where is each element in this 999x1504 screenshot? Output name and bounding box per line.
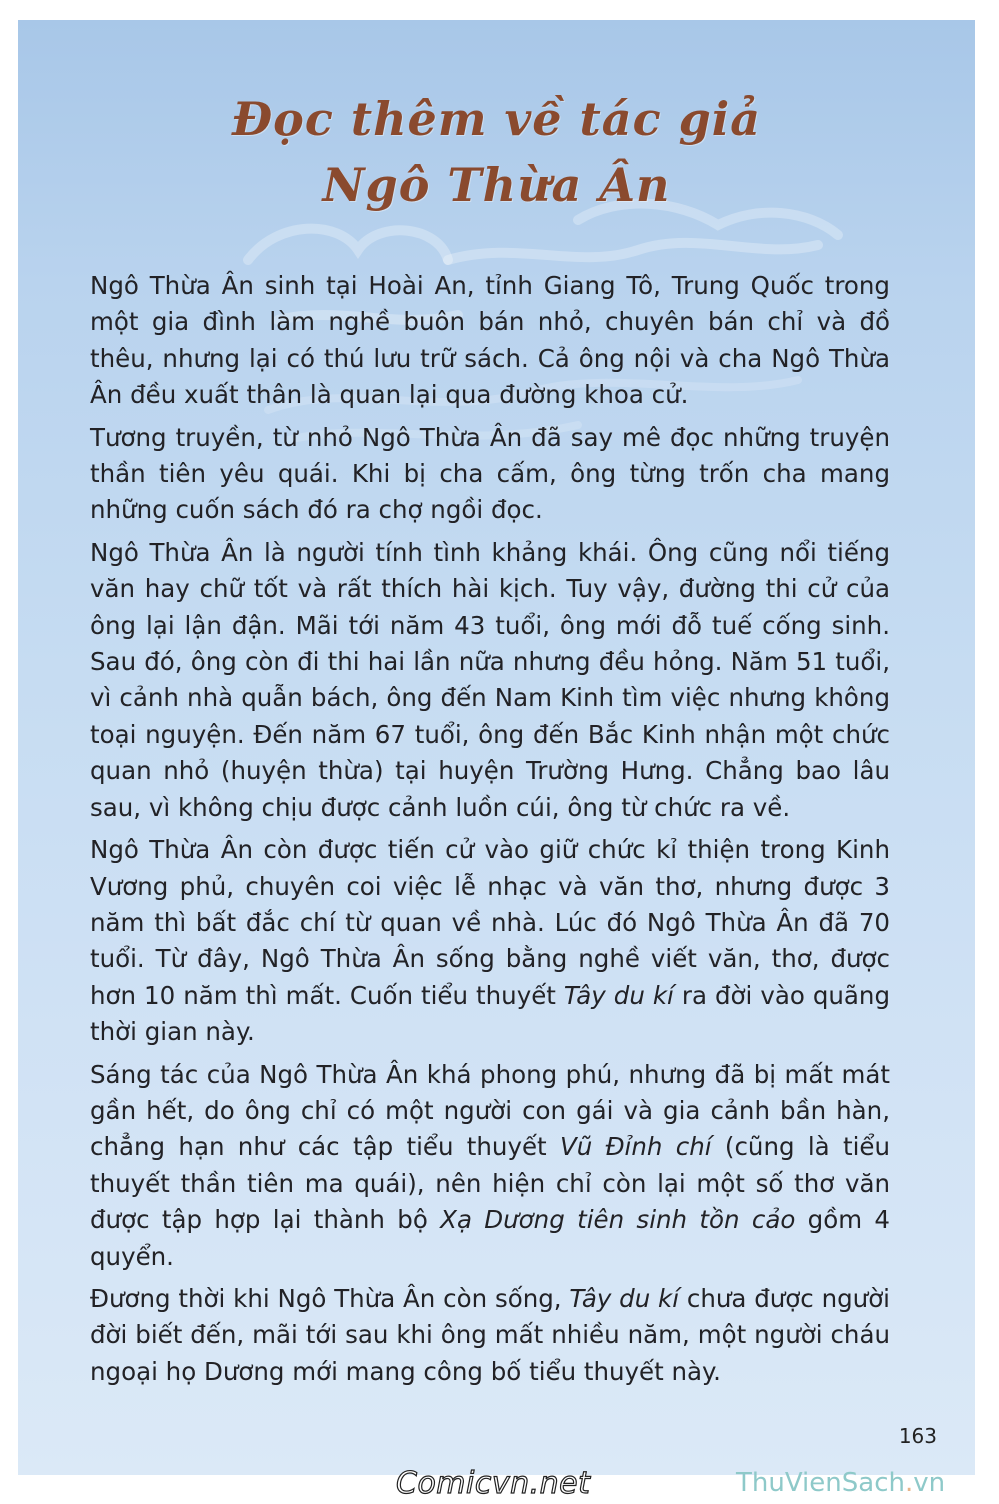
paragraph-6-text-a: Đương thời khi Ngô Thừa Ân còn sống, [90, 1283, 570, 1313]
book-page [18, 20, 975, 1475]
watermark-thuviensach-name: ThuVienSach [736, 1468, 905, 1498]
paragraph-4-book-title: Tây du kí [563, 980, 674, 1010]
watermark-thuviensach-tld: vn [913, 1468, 946, 1498]
watermark-thuviensach [736, 1468, 945, 1498]
paragraph-4-text-a: Ngô Thừa Ân còn được tiến cử vào giữ chức kỉ thiện trong Kinh Vương phủ, chuyên coi việc lễ nhạc và văn thơ, nhưng được 3 năm thì bất đắc chí từ quan về nhà. Lúc đó Ngô Thừa Ân đã 70 tuổi. Từ đây, Ngô Thừa Ân sống bằng nghề viết văn, thơ, được hơn 10 năm thì mất. Cuốn tiểu thuyết [90, 835, 890, 1010]
paragraph-1: Ngô Thừa Ân sinh tại Hoài An, tỉnh Giang Tô, Trung Quốc trong một gia đình làm nghề buôn bán nhỏ, chuyên bán chỉ và đồ thêu, nhưng lại có thú lưu trữ sách. Cả ông nội và cha Ngô Thừa Ân đều xuất thân là quan lại qua đường khoa cử. [90, 271, 890, 410]
paragraph-5 [90, 1057, 890, 1275]
paragraph-5-text-a: Sáng tác của Ngô Thừa Ân khá phong phú, nhưng đã bị mất mát gần hết, do ông chỉ có một người con gái và gia cảnh bần hàn, chẳng hạn như các tập tiểu thuyết [90, 1059, 890, 1162]
page-number: 163 [898, 1424, 937, 1448]
paragraph-5-book-title-1: Vũ Đỉnh chí [559, 1132, 712, 1162]
paragraph-6-book-title: Tây du kí [569, 1283, 680, 1313]
paragraph-5-text-b: (cũng là tiểu thuyết thần tiên ma quái), nên hiện chỉ còn lại một số thơ văn được tập hợp lại thành bộ [90, 1132, 890, 1235]
paragraph-2: Tương truyền, từ nhỏ Ngô Thừa Ân đã say mê đọc những truyện thần tiên yêu quái. Khi bị cha cấm, ông từng trốn cha mang những cuốn sách đó ra chợ ngồi đọc. [90, 422, 890, 525]
paragraph-6 [90, 1281, 890, 1390]
paragraph-4 [90, 832, 890, 1050]
title-line-2: Ngô Thừa Ân [322, 158, 671, 212]
paragraph-6-text-b: chưa được người đời biết đến, mãi tới sau khi ông mất nhiều năm, một người cháu ngoại họ Dương mới mang công bố tiểu thuyết này. [90, 1283, 890, 1386]
paragraph-5-text-c: gồm 4 quyển. [90, 1205, 890, 1271]
watermark-thuviensach-dot: . [904, 1468, 914, 1498]
paragraph-5-book-title-2: Xạ Dương tiên sinh tồn cảo [440, 1205, 796, 1235]
paragraph-3: Ngô Thừa Ân là người tính tình khảng khái. Ông cũng nổi tiếng văn hay chữ tốt và rất thích hài kịch. Tuy vậy, đường thi cử của ông lại lận đận. Mãi tới năm 43 tuổi, ông mới đỗ tuế cống sinh. Sau đó, ông còn đi thi hai lần nữa nhưng đều hỏng. Năm 51 tuổi, vì cảnh nhà quẫn bách, ông đến Nam Kinh tìm việc nhưng không toại nguyện. Đến năm 67 tuổi, ông đến Bắc Kinh nhận một chức quan nhỏ (huyện thừa) tại huyện Trường Hưng. Chẳng bao lâu sau, vì không chịu được cảnh luồn cúi, ông từ chức ra về. [90, 537, 890, 822]
watermark-comicvn: Comicvn.net [396, 1466, 591, 1501]
article-body [90, 268, 890, 1396]
title-line-1: Đọc thêm về tác giả [231, 92, 762, 146]
paragraph-4-text-b: ra đời vào quãng thời gian này. [90, 980, 890, 1047]
